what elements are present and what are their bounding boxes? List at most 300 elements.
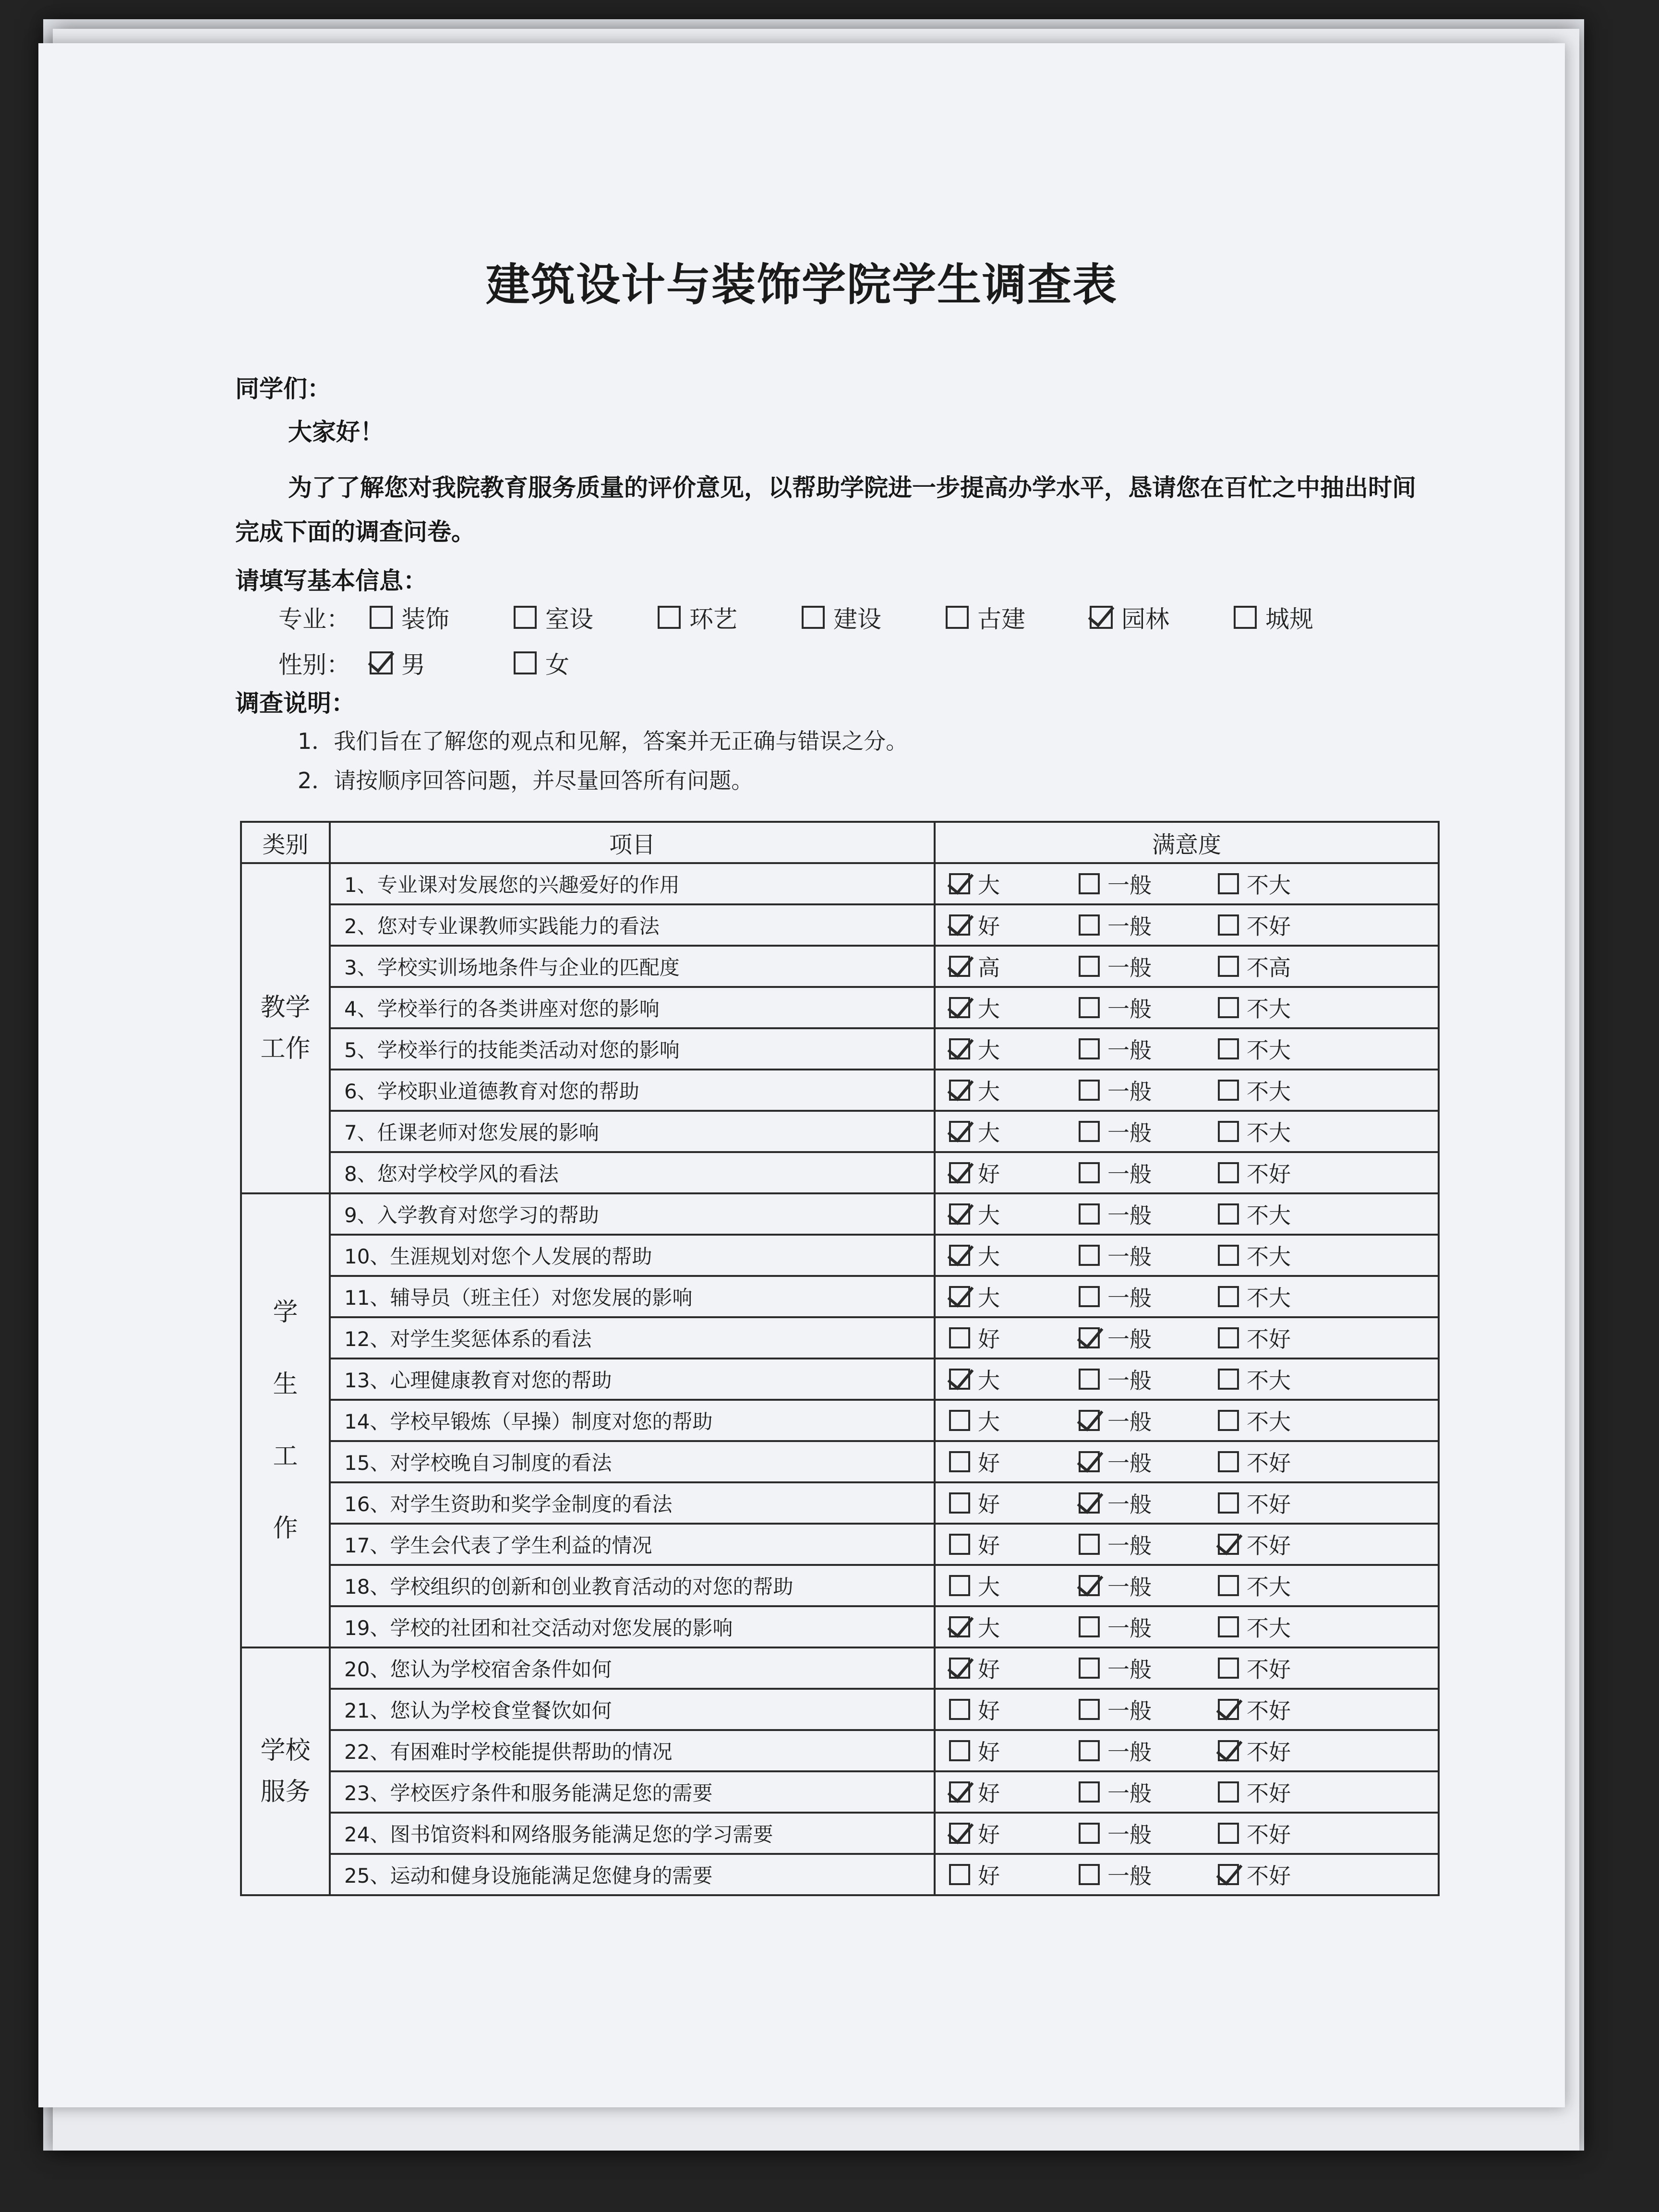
rating-option[interactable] [1079, 1694, 1218, 1725]
option-label: 大 [978, 1079, 1000, 1105]
table-row [241, 1193, 1439, 1235]
checkbox[interactable] [1079, 1781, 1100, 1803]
gender-option-1[interactable] [514, 646, 658, 680]
rating-option[interactable] [1079, 1074, 1218, 1106]
category-cell: 学 生 工 作 [241, 1193, 330, 1647]
checkbox[interactable] [1079, 1492, 1100, 1514]
rating-option[interactable] [1218, 1528, 1291, 1560]
table-row [241, 1606, 1439, 1647]
item-cell: 24、图书馆资料和网络服务能满足您的学习需要 [330, 1813, 935, 1854]
option-label: 一般 [1107, 1285, 1152, 1311]
table-row [241, 1152, 1439, 1193]
rating-option[interactable] [1218, 1405, 1291, 1436]
rating-option[interactable] [1079, 1570, 1218, 1601]
option-label: 一般 [1107, 1120, 1152, 1146]
checkbox[interactable] [1218, 1781, 1239, 1803]
satisfaction-cell [935, 1276, 1439, 1317]
table-row [241, 1070, 1439, 1111]
option-label: 不大 [1247, 1120, 1291, 1146]
rating-option[interactable] [1079, 1405, 1218, 1436]
rating-option[interactable] [1079, 1487, 1218, 1519]
option-label: 一般 [1107, 914, 1152, 939]
checkbox[interactable] [1218, 1534, 1239, 1555]
checkbox[interactable] [949, 1864, 970, 1885]
item-cell: 1、专业课对发展您的兴趣爱好的作用 [330, 863, 935, 904]
rating-option[interactable] [1218, 950, 1291, 982]
option-label: 不大 [1247, 1285, 1291, 1311]
rating-option[interactable] [1079, 1817, 1218, 1849]
rating-option[interactable] [1218, 1652, 1291, 1684]
checkbox[interactable] [1218, 956, 1239, 977]
item-cell: 4、学校举行的各类讲座对您的影响 [330, 987, 935, 1028]
checkbox[interactable] [1079, 1534, 1100, 1555]
table-row [241, 1813, 1439, 1854]
option-label: 一般 [1107, 1037, 1152, 1063]
item-cell: 3、学校实训场地条件与企业的匹配度 [330, 946, 935, 987]
rating-option[interactable] [1079, 1528, 1218, 1560]
checkbox[interactable] [1218, 1410, 1239, 1431]
checkbox[interactable] [949, 1740, 970, 1761]
checkbox[interactable] [949, 956, 970, 977]
rating-option[interactable] [949, 1198, 1079, 1230]
rating-option[interactable] [949, 1776, 1079, 1808]
option-label: 不高 [1247, 955, 1291, 981]
option-label: 不大 [1247, 1368, 1291, 1394]
item-cell: 5、学校举行的技能类活动对您的影响 [330, 1028, 935, 1070]
table-row [241, 1730, 1439, 1771]
option-label: 一般 [1107, 1244, 1152, 1270]
option-label: 环艺 [689, 605, 737, 633]
option-label: 不大 [1247, 872, 1291, 898]
item-cell: 12、对学生奖惩体系的看法 [330, 1317, 935, 1358]
option-label: 好 [978, 1739, 1000, 1765]
rating-option[interactable] [949, 1157, 1079, 1189]
table-row [241, 1482, 1439, 1524]
rating-option[interactable] [1079, 868, 1218, 900]
option-label: 不大 [1247, 1037, 1291, 1063]
option-label: 城规 [1265, 605, 1313, 633]
checkbox[interactable] [1218, 1203, 1239, 1225]
satisfaction-cell [935, 1730, 1439, 1771]
checkbox[interactable] [949, 914, 970, 936]
option-label: 一般 [1107, 1822, 1152, 1848]
item-cell: 2、您对专业课教师实践能力的看法 [330, 904, 935, 946]
gender-label: 性别： [278, 651, 350, 679]
option-label: 一般 [1107, 1863, 1152, 1889]
checkbox[interactable] [802, 606, 825, 629]
checkbox[interactable] [1079, 1038, 1100, 1059]
rating-option[interactable] [1079, 1281, 1218, 1312]
satisfaction-cell [935, 904, 1439, 946]
option-label: 一般 [1107, 1574, 1152, 1600]
checkbox[interactable] [949, 1534, 970, 1555]
option-label: 高 [978, 955, 1000, 981]
major-option-6[interactable] [1234, 600, 1378, 635]
option-label: 大 [978, 1574, 1000, 1600]
checkbox[interactable] [949, 1245, 970, 1266]
option-label: 不好 [1247, 1491, 1291, 1517]
checkbox[interactable] [1079, 1245, 1100, 1266]
satisfaction-cell [935, 1152, 1439, 1193]
major-row [278, 600, 1378, 635]
checkbox[interactable] [949, 873, 970, 894]
table-row [241, 1400, 1439, 1441]
category-cell: 学校 服务 [241, 1647, 330, 1895]
option-label: 建设 [833, 605, 881, 633]
checkbox[interactable] [1079, 1369, 1100, 1390]
instructions-heading: 调查说明： [235, 689, 355, 717]
table-header-row [241, 822, 1439, 863]
checkbox[interactable] [1218, 1327, 1239, 1348]
rating-option[interactable] [949, 950, 1079, 982]
rating-option[interactable] [949, 1652, 1079, 1684]
option-label: 好 [978, 1698, 1000, 1724]
instruction-2: 2．请按顺序回答问题，并尽量回答所有问题。 [298, 768, 754, 793]
rating-option[interactable] [949, 1116, 1079, 1147]
option-label: 不好 [1247, 1739, 1291, 1765]
table-row [241, 1441, 1439, 1482]
option-label: 一般 [1107, 1368, 1152, 1394]
item-cell: 22、有困难时学校能提供帮助的情况 [330, 1730, 935, 1771]
checkbox[interactable] [1079, 1327, 1100, 1348]
checkbox[interactable] [1218, 1162, 1239, 1183]
major-option-0[interactable] [370, 600, 514, 635]
checkbox[interactable] [1218, 1451, 1239, 1472]
option-label: 不好 [1247, 1326, 1291, 1352]
rating-option[interactable] [1218, 1198, 1291, 1230]
checkbox[interactable] [1079, 1658, 1100, 1679]
rating-option[interactable] [949, 909, 1079, 941]
rating-option[interactable] [1218, 1817, 1291, 1849]
option-label: 好 [978, 1161, 1000, 1187]
checkbox[interactable] [1079, 956, 1100, 977]
page-title: 建筑设计与装饰学院学生调查表 [485, 259, 1118, 311]
checkbox[interactable] [1218, 1080, 1239, 1101]
checkbox[interactable] [1218, 1740, 1239, 1761]
option-label: 大 [978, 872, 1000, 898]
checkbox[interactable] [1218, 914, 1239, 936]
checkbox[interactable] [949, 1781, 970, 1803]
checkbox[interactable] [1079, 1410, 1100, 1431]
checkbox[interactable] [1218, 1369, 1239, 1390]
rating-option[interactable] [1079, 1033, 1218, 1065]
salutation: 同学们： [235, 375, 331, 403]
rating-option[interactable] [1079, 1652, 1218, 1684]
rating-option[interactable] [1079, 1116, 1218, 1147]
option-label: 大 [978, 1368, 1000, 1394]
item-cell: 15、对学校晚自习制度的看法 [330, 1441, 935, 1482]
checkbox[interactable] [1218, 1864, 1239, 1885]
checkbox[interactable] [1079, 1162, 1100, 1183]
checkbox[interactable] [949, 997, 970, 1018]
item-cell: 11、辅导员（班主任）对您发展的影响 [330, 1276, 935, 1317]
satisfaction-cell [935, 1235, 1439, 1276]
item-cell: 25、运动和健身设施能满足您健身的需要 [330, 1854, 935, 1895]
rating-option[interactable] [1079, 1859, 1218, 1890]
option-label: 一般 [1107, 1409, 1152, 1435]
rating-option[interactable] [1079, 1735, 1218, 1767]
rating-option[interactable] [1218, 1074, 1291, 1106]
rating-option[interactable] [1218, 1487, 1291, 1519]
rating-option[interactable] [1218, 1363, 1291, 1395]
table-row [241, 1111, 1439, 1152]
option-label: 大 [978, 1244, 1000, 1270]
table-row [241, 1689, 1439, 1730]
checkbox[interactable] [1079, 914, 1100, 936]
option-label: 不大 [1247, 1615, 1291, 1641]
satisfaction-cell [935, 946, 1439, 987]
option-label: 不大 [1247, 1409, 1291, 1435]
satisfaction-cell [935, 1028, 1439, 1070]
satisfaction-cell [935, 1689, 1439, 1730]
satisfaction-cell [935, 1070, 1439, 1111]
option-label: 一般 [1107, 1780, 1152, 1806]
checkbox[interactable] [1079, 1121, 1100, 1142]
checkbox[interactable] [1079, 1286, 1100, 1307]
checkbox[interactable] [949, 1658, 970, 1679]
checkbox[interactable] [1090, 606, 1113, 629]
survey-sheet [38, 43, 1565, 2107]
option-label: 大 [978, 1202, 1000, 1228]
rating-option[interactable] [949, 1735, 1079, 1767]
rating-option[interactable] [949, 1239, 1079, 1271]
major-option-1[interactable] [514, 600, 658, 635]
checkbox[interactable] [949, 1369, 970, 1390]
option-label: 女 [545, 651, 569, 679]
option-label: 不好 [1247, 1863, 1291, 1889]
checkbox[interactable] [1218, 1823, 1239, 1844]
table-row [241, 1565, 1439, 1606]
checkbox[interactable] [949, 1327, 970, 1348]
rating-option[interactable] [1079, 950, 1218, 982]
rating-option[interactable] [1218, 1446, 1291, 1478]
checkbox[interactable] [1218, 1121, 1239, 1142]
option-label: 不大 [1247, 1202, 1291, 1228]
checkbox[interactable] [949, 1492, 970, 1514]
major-option-3[interactable] [802, 600, 946, 635]
checkbox[interactable] [370, 606, 393, 629]
checkbox[interactable] [949, 1616, 970, 1637]
checkbox[interactable] [1079, 1575, 1100, 1596]
checkbox[interactable] [1218, 1658, 1239, 1679]
table-row [241, 1771, 1439, 1813]
rating-option[interactable] [1218, 868, 1291, 900]
rating-option[interactable] [1218, 1735, 1291, 1767]
rating-option[interactable] [949, 1611, 1079, 1643]
table-row [241, 987, 1439, 1028]
rating-option[interactable] [1218, 1322, 1291, 1354]
rating-option[interactable] [1218, 1281, 1291, 1312]
checkbox[interactable] [1079, 1451, 1100, 1472]
satisfaction-cell [935, 1317, 1439, 1358]
rating-option[interactable] [949, 1528, 1079, 1560]
rating-option[interactable] [1218, 992, 1291, 1023]
rating-option[interactable] [949, 1281, 1079, 1312]
gender-row [278, 646, 658, 680]
table-row [241, 1028, 1439, 1070]
option-label: 一般 [1107, 1491, 1152, 1517]
checkbox[interactable] [1218, 1038, 1239, 1059]
option-label: 一般 [1107, 1450, 1152, 1476]
table-row [241, 1317, 1439, 1358]
rating-option[interactable] [949, 1446, 1079, 1478]
option-label: 室设 [545, 605, 593, 633]
checkbox[interactable] [1079, 1740, 1100, 1761]
rating-option[interactable] [1079, 1322, 1218, 1354]
rating-option[interactable] [1218, 1570, 1291, 1601]
rating-option[interactable] [1218, 1157, 1291, 1189]
rating-option[interactable] [949, 1033, 1079, 1065]
option-label: 一般 [1107, 1698, 1152, 1724]
option-label: 好 [978, 1657, 1000, 1683]
basic-info-heading: 请填写基本信息： [235, 567, 427, 595]
rating-option[interactable] [1079, 992, 1218, 1023]
satisfaction-cell [935, 1358, 1439, 1400]
option-label: 不大 [1247, 1244, 1291, 1270]
rating-option[interactable] [949, 1817, 1079, 1849]
checkbox[interactable] [1079, 1823, 1100, 1844]
rating-option[interactable] [1079, 909, 1218, 941]
rating-option[interactable] [1218, 1116, 1291, 1147]
rating-option[interactable] [949, 992, 1079, 1023]
checkbox[interactable] [1218, 997, 1239, 1018]
checkbox[interactable] [949, 1203, 970, 1225]
rating-option[interactable] [949, 1570, 1079, 1601]
option-label: 古建 [977, 605, 1025, 633]
rating-option[interactable] [949, 1363, 1079, 1395]
major-option-5[interactable] [1090, 600, 1234, 635]
checkbox[interactable] [949, 1038, 970, 1059]
option-label: 大 [978, 1037, 1000, 1063]
category-cell: 教学 工作 [241, 863, 330, 1193]
option-label: 好 [978, 1326, 1000, 1352]
satisfaction-cell [935, 987, 1439, 1028]
checkbox[interactable] [949, 1121, 970, 1142]
checkbox[interactable] [1218, 873, 1239, 894]
rating-option[interactable] [1079, 1446, 1218, 1478]
header-satisfaction: 满意度 [935, 822, 1439, 863]
checkbox[interactable] [1218, 1699, 1239, 1720]
checkbox[interactable] [658, 606, 681, 629]
option-label: 大 [978, 1615, 1000, 1641]
checkbox[interactable] [1218, 1286, 1239, 1307]
table-row [241, 1358, 1439, 1400]
checkbox[interactable] [1079, 1080, 1100, 1101]
gender-option-0[interactable] [370, 646, 514, 680]
checkbox[interactable] [949, 1575, 970, 1596]
item-cell: 9、入学教育对您学习的帮助 [330, 1193, 935, 1235]
greeting: 大家好！ [288, 418, 384, 446]
rating-option[interactable] [1218, 1239, 1291, 1271]
rating-option[interactable] [949, 868, 1079, 900]
satisfaction-cell [935, 863, 1439, 904]
checkbox[interactable] [514, 651, 537, 674]
checkbox[interactable] [1079, 1203, 1100, 1225]
table-row [241, 1276, 1439, 1317]
table-row [241, 1235, 1439, 1276]
table-row [241, 1854, 1439, 1895]
satisfaction-cell [935, 1193, 1439, 1235]
satisfaction-cell [935, 1482, 1439, 1524]
rating-option[interactable] [1218, 909, 1291, 941]
option-label: 不好 [1247, 914, 1291, 939]
item-cell: 16、对学生资助和奖学金制度的看法 [330, 1482, 935, 1524]
rating-option[interactable] [949, 1694, 1079, 1725]
rating-option[interactable] [1079, 1363, 1218, 1395]
rating-option[interactable] [1079, 1776, 1218, 1808]
rating-option[interactable] [1218, 1694, 1291, 1725]
rating-option[interactable] [1218, 1611, 1291, 1643]
checkbox[interactable] [1234, 606, 1257, 629]
item-cell: 14、学校早锻炼（早操）制度对您的帮助 [330, 1400, 935, 1441]
checkbox[interactable] [949, 1699, 970, 1720]
checkbox[interactable] [1079, 997, 1100, 1018]
option-label: 一般 [1107, 1533, 1152, 1559]
rating-option[interactable] [1079, 1157, 1218, 1189]
item-cell: 19、学校的社团和社交活动对您发展的影响 [330, 1606, 935, 1647]
rating-option[interactable] [1079, 1198, 1218, 1230]
option-label: 不好 [1247, 1450, 1291, 1476]
checkbox[interactable] [1218, 1575, 1239, 1596]
checkbox[interactable] [1079, 1864, 1100, 1885]
checkbox[interactable] [1218, 1492, 1239, 1514]
option-label: 好 [978, 1780, 1000, 1806]
option-label: 不好 [1247, 1698, 1291, 1724]
checkbox[interactable] [370, 651, 393, 674]
major-option-4[interactable] [946, 600, 1090, 635]
checkbox[interactable] [1079, 873, 1100, 894]
major-option-2[interactable] [658, 600, 802, 635]
checkbox[interactable] [949, 1451, 970, 1472]
rating-option[interactable] [949, 1487, 1079, 1519]
rating-option[interactable] [1218, 1859, 1291, 1890]
table-row [241, 863, 1439, 904]
option-label: 一般 [1107, 1079, 1152, 1105]
checkbox[interactable] [949, 1286, 970, 1307]
item-cell: 10、生涯规划对您个人发展的帮助 [330, 1235, 935, 1276]
survey-table [240, 821, 1440, 1896]
item-cell: 13、心理健康教育对您的帮助 [330, 1358, 935, 1400]
major-label: 专业： [278, 605, 350, 633]
checkbox[interactable] [949, 1823, 970, 1844]
rating-option[interactable] [949, 1074, 1079, 1106]
checkbox[interactable] [1218, 1245, 1239, 1266]
header-category: 类别 [241, 822, 330, 863]
checkbox[interactable] [949, 1162, 970, 1183]
checkbox[interactable] [1079, 1616, 1100, 1637]
rating-option[interactable] [1079, 1239, 1218, 1271]
checkbox[interactable] [949, 1080, 970, 1101]
satisfaction-cell [935, 1854, 1439, 1895]
rating-option[interactable] [949, 1322, 1079, 1354]
checkbox[interactable] [1079, 1699, 1100, 1720]
satisfaction-cell [935, 1606, 1439, 1647]
checkbox[interactable] [949, 1410, 970, 1431]
checkbox[interactable] [514, 606, 537, 629]
rating-option[interactable] [1079, 1611, 1218, 1643]
rating-option[interactable] [1218, 1776, 1291, 1808]
rating-option[interactable] [949, 1859, 1079, 1890]
rating-option[interactable] [949, 1405, 1079, 1436]
option-label: 好 [978, 1863, 1000, 1889]
rating-option[interactable] [1218, 1033, 1291, 1065]
option-label: 好 [978, 1450, 1000, 1476]
option-label: 大 [978, 1409, 1000, 1435]
option-label: 不大 [1247, 1079, 1291, 1105]
checkbox[interactable] [1218, 1616, 1239, 1637]
checkbox[interactable] [946, 606, 969, 629]
option-label: 不好 [1247, 1533, 1291, 1559]
